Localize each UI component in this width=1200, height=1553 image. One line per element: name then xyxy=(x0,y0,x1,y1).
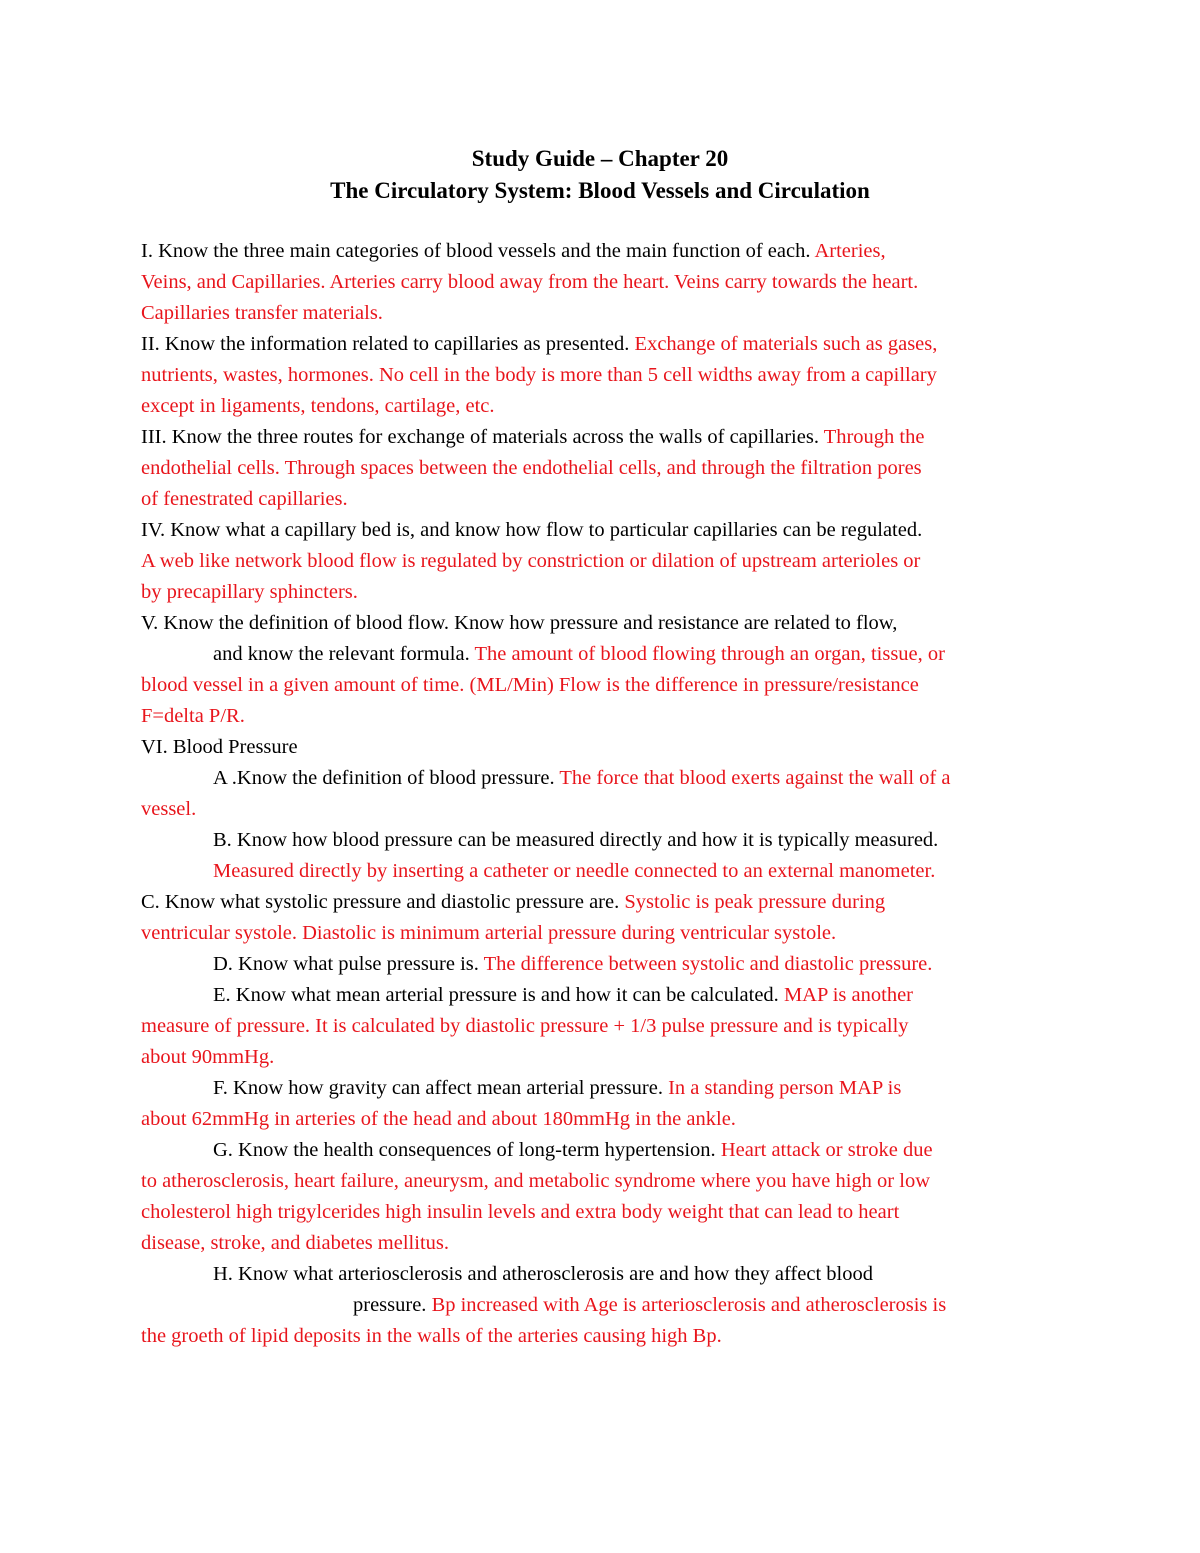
answer-text: nutrients, wastes, hormones. No cell in the body is more than 5 cell widths away from a capillary xyxy=(141,364,937,386)
answer-text: vessel. xyxy=(141,798,197,820)
question-text: D. Know what pulse pressure is. xyxy=(213,953,484,975)
guide-line xyxy=(141,980,1071,1011)
answer-text: F=delta P/R. xyxy=(141,705,245,727)
guide-line xyxy=(141,1104,1071,1135)
study-guide-body xyxy=(141,236,1071,1352)
question-text: G. Know the health consequences of long-term hypertension. xyxy=(213,1139,721,1161)
question-text: I. Know the three main categories of blood vessels and the main function of each. xyxy=(141,240,815,262)
guide-line xyxy=(141,484,1071,515)
guide-line xyxy=(141,1321,1071,1352)
answer-text: disease, stroke, and diabetes mellitus. xyxy=(141,1232,449,1254)
guide-line xyxy=(141,1228,1071,1259)
guide-line xyxy=(141,825,1071,856)
guide-line xyxy=(141,763,1071,794)
answer-text: by precapillary sphincters. xyxy=(141,581,358,603)
guide-line xyxy=(141,329,1071,360)
guide-line xyxy=(141,1073,1071,1104)
guide-line xyxy=(141,1166,1071,1197)
question-text: and know the relevant formula. xyxy=(213,643,475,665)
guide-line xyxy=(141,391,1071,422)
answer-text: measure of pressure. It is calculated by diastolic pressure + 1/3 pulse pressure and is typically xyxy=(141,1015,909,1037)
question-text: H. Know what arteriosclerosis and atherosclerosis are and how they affect blood xyxy=(213,1263,873,1285)
answer-text: The force that blood exerts against the wall of a xyxy=(559,767,951,789)
guide-line xyxy=(141,1197,1071,1228)
answer-text: Exchange of materials such as gases, xyxy=(634,333,938,355)
question-text: F. Know how gravity can affect mean arterial pressure. xyxy=(213,1077,669,1099)
question-text: V. Know the definition of blood flow. Know how pressure and resistance are related to flow, xyxy=(141,612,898,634)
answer-text: In a standing person MAP is xyxy=(668,1077,902,1099)
guide-line xyxy=(141,949,1071,980)
question-text: VI. Blood Pressure xyxy=(141,736,298,758)
answer-text: blood vessel in a given amount of time. (ML/Min) Flow is the difference in pressure/resistance xyxy=(141,674,919,696)
guide-line xyxy=(141,1290,1071,1321)
guide-line xyxy=(141,1011,1071,1042)
answer-text: Through the xyxy=(823,426,925,448)
guide-line xyxy=(141,887,1071,918)
question-text: B. Know how blood pressure can be measured directly and how it is typically measured. xyxy=(213,829,939,851)
answer-text: Heart attack or stroke due xyxy=(720,1139,933,1161)
question-text: A .Know the definition of blood pressure. xyxy=(213,767,560,789)
question-text: E. Know what mean arterial pressure is and how it can be calculated. xyxy=(213,984,784,1006)
answer-text: The amount of blood flowing through an organ, tissue, or xyxy=(474,643,945,665)
question-text: IV. Know what a capillary bed is, and know how flow to particular capillaries can be regulated. xyxy=(141,519,923,541)
answer-text: Arteries, xyxy=(814,240,886,262)
guide-line xyxy=(141,794,1071,825)
guide-line xyxy=(141,1259,1071,1290)
guide-line xyxy=(141,639,1071,670)
question-text: II. Know the information related to capillaries as presented. xyxy=(141,333,635,355)
answer-text: about 90mmHg. xyxy=(141,1046,275,1068)
answer-text: except in ligaments, tendons, cartilage, etc. xyxy=(141,395,495,417)
guide-line xyxy=(141,577,1071,608)
question-text: III. Know the three routes for exchange of materials across the walls of capillaries. xyxy=(141,426,824,448)
guide-line xyxy=(141,298,1071,329)
guide-line xyxy=(141,453,1071,484)
guide-line xyxy=(141,515,1071,546)
guide-line xyxy=(141,546,1071,577)
guide-line xyxy=(141,1042,1071,1073)
guide-line xyxy=(141,856,1071,887)
guide-line xyxy=(141,422,1071,453)
answer-text: endothelial cells. Through spaces between the endothelial cells, and through the filtration pores xyxy=(141,457,922,479)
answer-text: cholesterol high trigylcerides high insulin levels and extra body weight that can lead to heart xyxy=(141,1201,900,1223)
answer-text: Systolic is peak pressure during xyxy=(624,891,886,913)
document-title: Study Guide – Chapter 20 xyxy=(471,146,729,171)
guide-line xyxy=(141,701,1071,732)
answer-text: The difference between systolic and diastolic pressure. xyxy=(483,953,933,975)
answer-text: MAP is another xyxy=(783,984,914,1006)
guide-line xyxy=(141,608,1071,639)
answer-text: to atherosclerosis, heart failure, aneurysm, and metabolic syndrome where you have high or low xyxy=(141,1170,930,1192)
answer-text: Bp increased with Age is arteriosclerosis and atherosclerosis is xyxy=(431,1294,947,1316)
guide-line xyxy=(141,236,1071,267)
answer-text: ventricular systole. Diastolic is minimum arterial pressure during ventricular systole. xyxy=(141,922,837,944)
answer-text: of fenestrated capillaries. xyxy=(141,488,348,510)
guide-line xyxy=(141,267,1071,298)
guide-line xyxy=(141,360,1071,391)
answer-text: about 62mmHg in arteries of the head and about 180mmHg in the ankle. xyxy=(141,1108,736,1130)
question-text: C. Know what systolic pressure and diastolic pressure are. xyxy=(141,891,625,913)
question-text: pressure. xyxy=(353,1294,432,1316)
guide-line xyxy=(141,670,1071,701)
answer-text: the groeth of lipid deposits in the walls of the arteries causing high Bp. xyxy=(141,1325,722,1347)
guide-line xyxy=(141,1135,1071,1166)
answer-text: Veins, and Capillaries. Arteries carry blood away from the heart. Veins carry towards the heart. xyxy=(141,271,919,293)
answer-text: Capillaries transfer materials. xyxy=(141,302,383,324)
guide-line xyxy=(141,918,1071,949)
answer-text: Measured directly by inserting a catheter or needle connected to an external manometer. xyxy=(213,860,936,882)
document-subtitle: The Circulatory System: Blood Vessels and Circulation xyxy=(330,178,870,203)
answer-text: A web like network blood flow is regulated by constriction or dilation of upstream arterioles or xyxy=(141,550,921,572)
guide-line xyxy=(141,732,1071,763)
